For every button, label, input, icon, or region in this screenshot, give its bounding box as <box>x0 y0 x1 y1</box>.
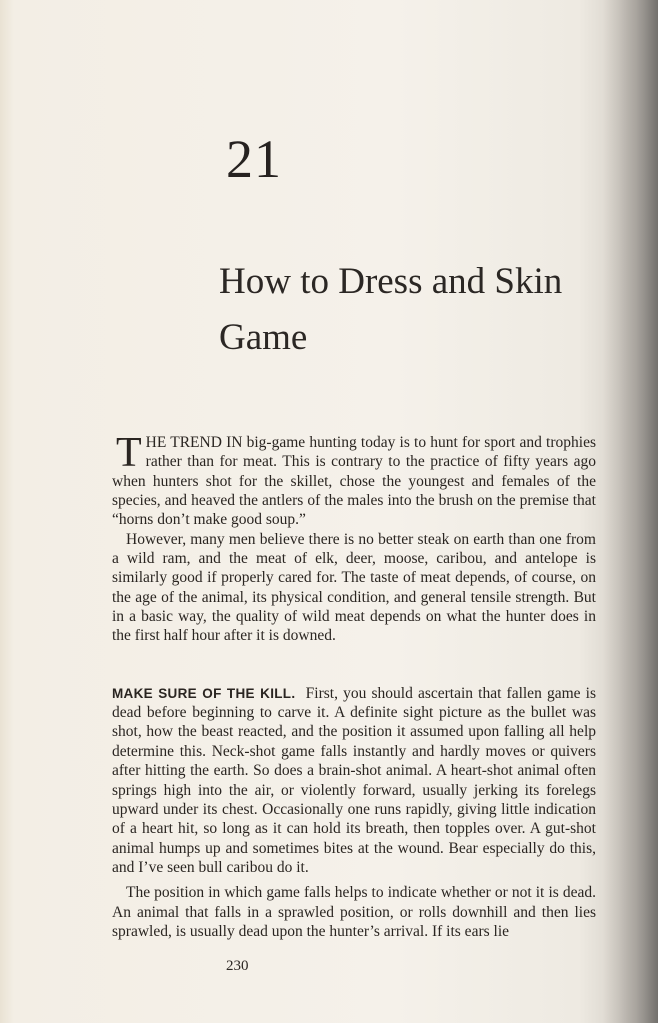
paragraph-1 <box>112 430 596 530</box>
drop-cap: T <box>116 430 142 476</box>
paragraph-3 <box>112 684 596 877</box>
chapter-title: How to Dress and Skin Game <box>219 261 563 358</box>
section-heading: MAKE SURE OF THE KILL. <box>112 685 296 701</box>
paragraph-4: The position in which game falls helps to indicate whether or not it is dead. An animal that falls in a sprawled position, or rolls downhill and then lies sprawled, is usually dead upon the hunter’s arrival. If its ears lie <box>112 884 596 940</box>
paragraph-3-text: First, you should ascertain that fallen game is dead before beginning to carve it. A definite sight picture as the bullet was shot, how the beast reacted, and the position it assumed upon falling all help determine this. Neck-shot game falls instantly and hardly moves or quivers after hitting the earth. So does a brain-shot animal. A heart-shot animal often springs high into the air, or violently forward, usually jerking its forelegs upward under its chest. Occasionally one runs rapidly, giving little indication of a heart hit, so long as it can hold its breath, then topples over. A gut-shot animal humps up and sometimes bites at the wound. Bear especially do this, and I’ve seen bull caribou do it. <box>112 684 596 876</box>
opening-small-caps: HE TREND IN <box>145 434 243 451</box>
paragraph-1-text: big-game hunting today is to hunt for sport and trophies rather than for meat. This is contrary to the practice of fifty years ago when hunters shot for the skillet, chose the youngest and females of the species, and heaved the antlers of the males into the brush on the premise that “horns don’t make good soup.” <box>112 434 596 529</box>
section-gap <box>112 646 596 684</box>
page-number: 230 <box>226 958 249 974</box>
chapter-number: 21 <box>226 129 282 189</box>
body-text <box>112 430 596 941</box>
binding-shadow <box>603 0 658 1023</box>
paragraph-2: However, many men believe there is no better steak on earth than one from a wild ram, and the meat of elk, deer, moose, caribou, and antelope is similarly good if properly cared for. The taste of meat depends, of course, on the age of the animal, its physical condition, and general tensile strength. But in a basic way, the quality of wild meat depends on what the hunter does in the first half hour after it is downed. <box>112 530 596 645</box>
